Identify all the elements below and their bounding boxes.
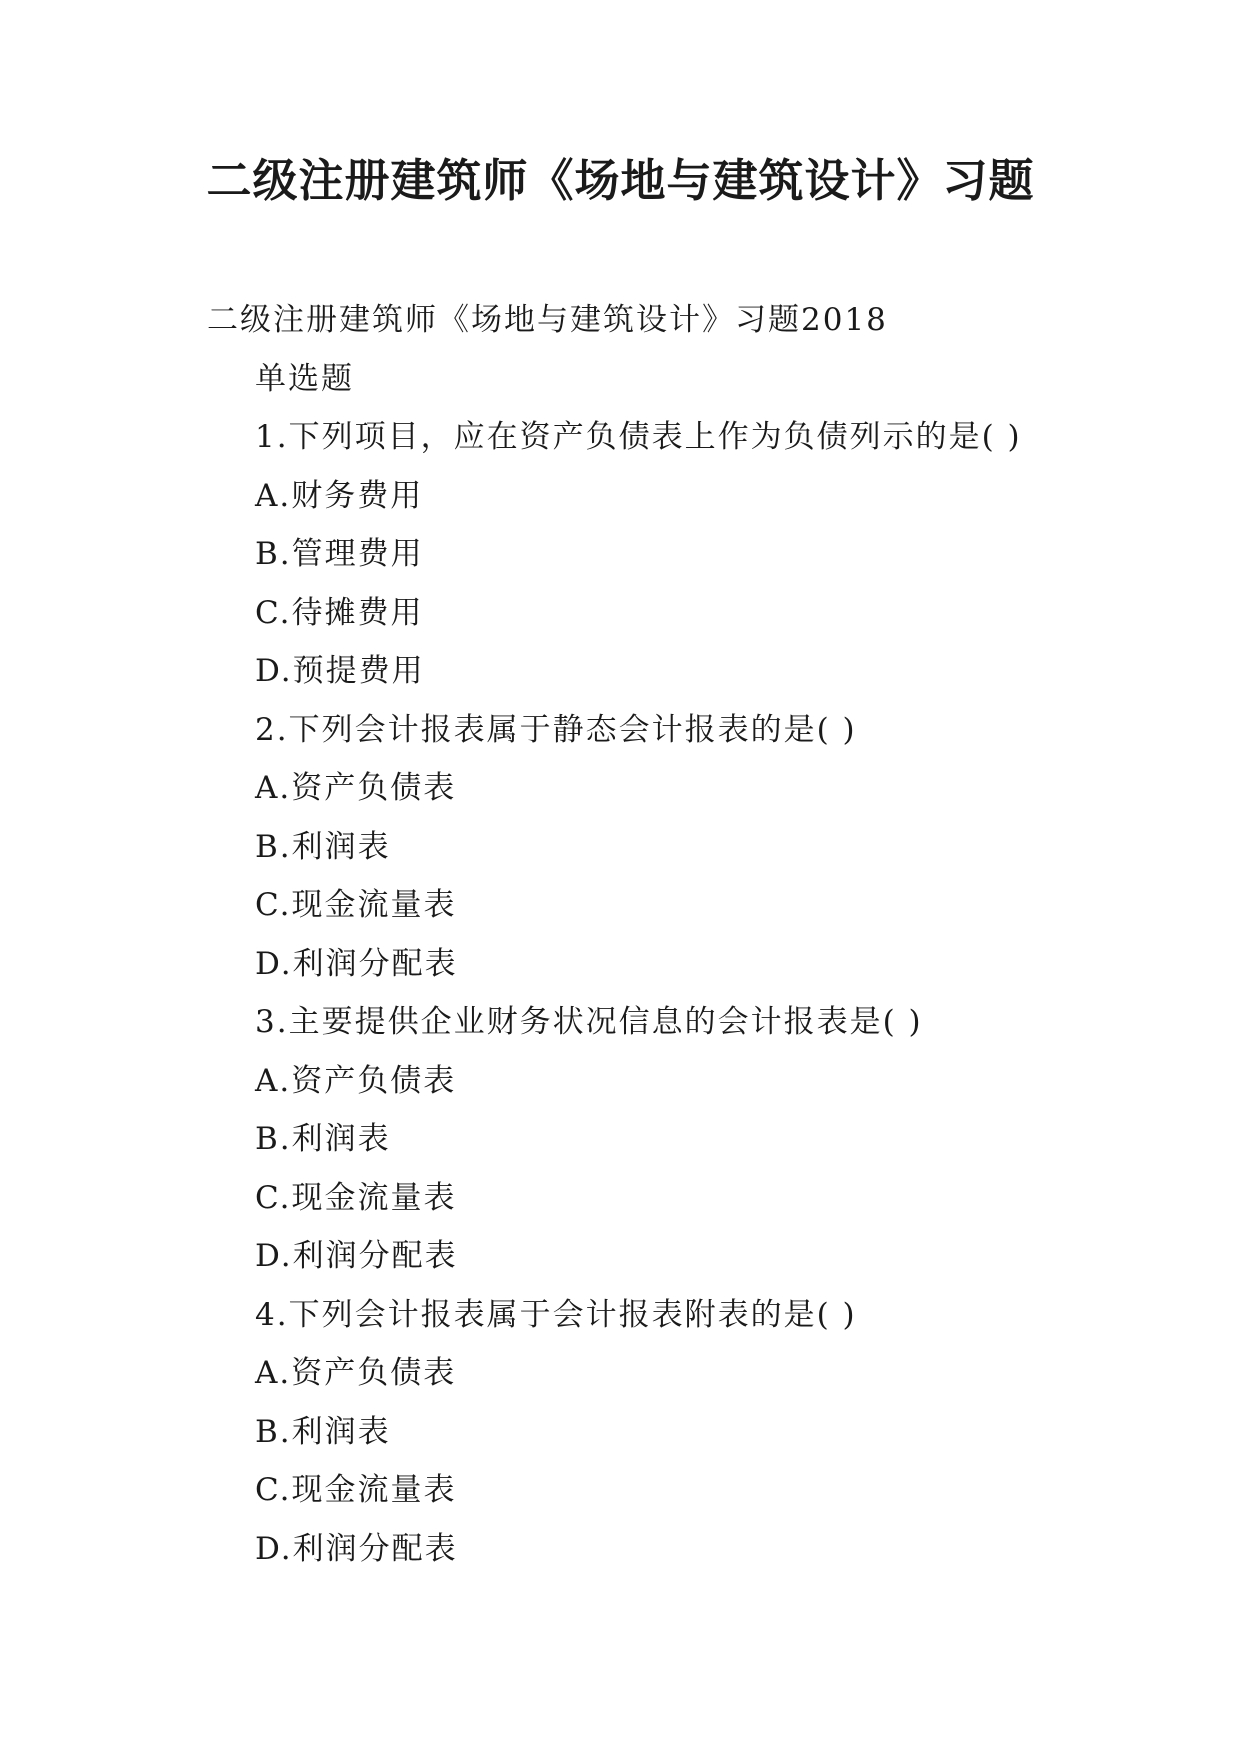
question-stem: 4.下列会计报表属于会计报表附表的是( ) <box>255 1296 857 1333</box>
option-d: D.利润分配表 <box>255 1238 458 1274</box>
question-stem: 2.下列会计报表属于静态会计报表的是( ) <box>255 711 857 748</box>
option-a: A.资产负债表 <box>255 1062 457 1099</box>
document-subtitle: 二级注册建筑师《场地与建筑设计》习题2018 <box>207 302 888 338</box>
option-a: A.资产负债表 <box>255 770 457 806</box>
section-heading: 单选题 <box>255 360 354 397</box>
option-b: B.管理费用 <box>255 536 424 572</box>
option-d: D.预提费用 <box>255 653 425 689</box>
option-a: A.资产负债表 <box>255 1355 457 1391</box>
option-c: C.待摊费用 <box>255 594 424 631</box>
option-b: B.利润表 <box>255 828 391 865</box>
option-b: B.利润表 <box>255 1121 391 1157</box>
option-d: D.利润分配表 <box>255 1530 458 1567</box>
question-stem: 1.下列项目，应在资产负债表上作为负债列示的是( ) <box>255 419 1022 455</box>
question-4 <box>207 1286 1107 1579</box>
option-a: A.财务费用 <box>255 477 424 514</box>
question-3 <box>207 993 1107 1286</box>
option-d: D.利润分配表 <box>255 945 458 982</box>
question-1 <box>207 408 1107 701</box>
document-title: 二级注册建筑师《场地与建筑设计》习题 <box>206 154 1035 207</box>
option-c: C.现金流量表 <box>255 1472 457 1508</box>
option-c: C.现金流量表 <box>255 887 457 923</box>
option-c: C.现金流量表 <box>255 1179 457 1216</box>
document-body <box>207 291 1107 1578</box>
option-b: B.利润表 <box>255 1413 391 1450</box>
question-2 <box>207 701 1107 994</box>
question-stem: 3.主要提供企业财务状况信息的会计报表是( ) <box>255 1004 923 1040</box>
